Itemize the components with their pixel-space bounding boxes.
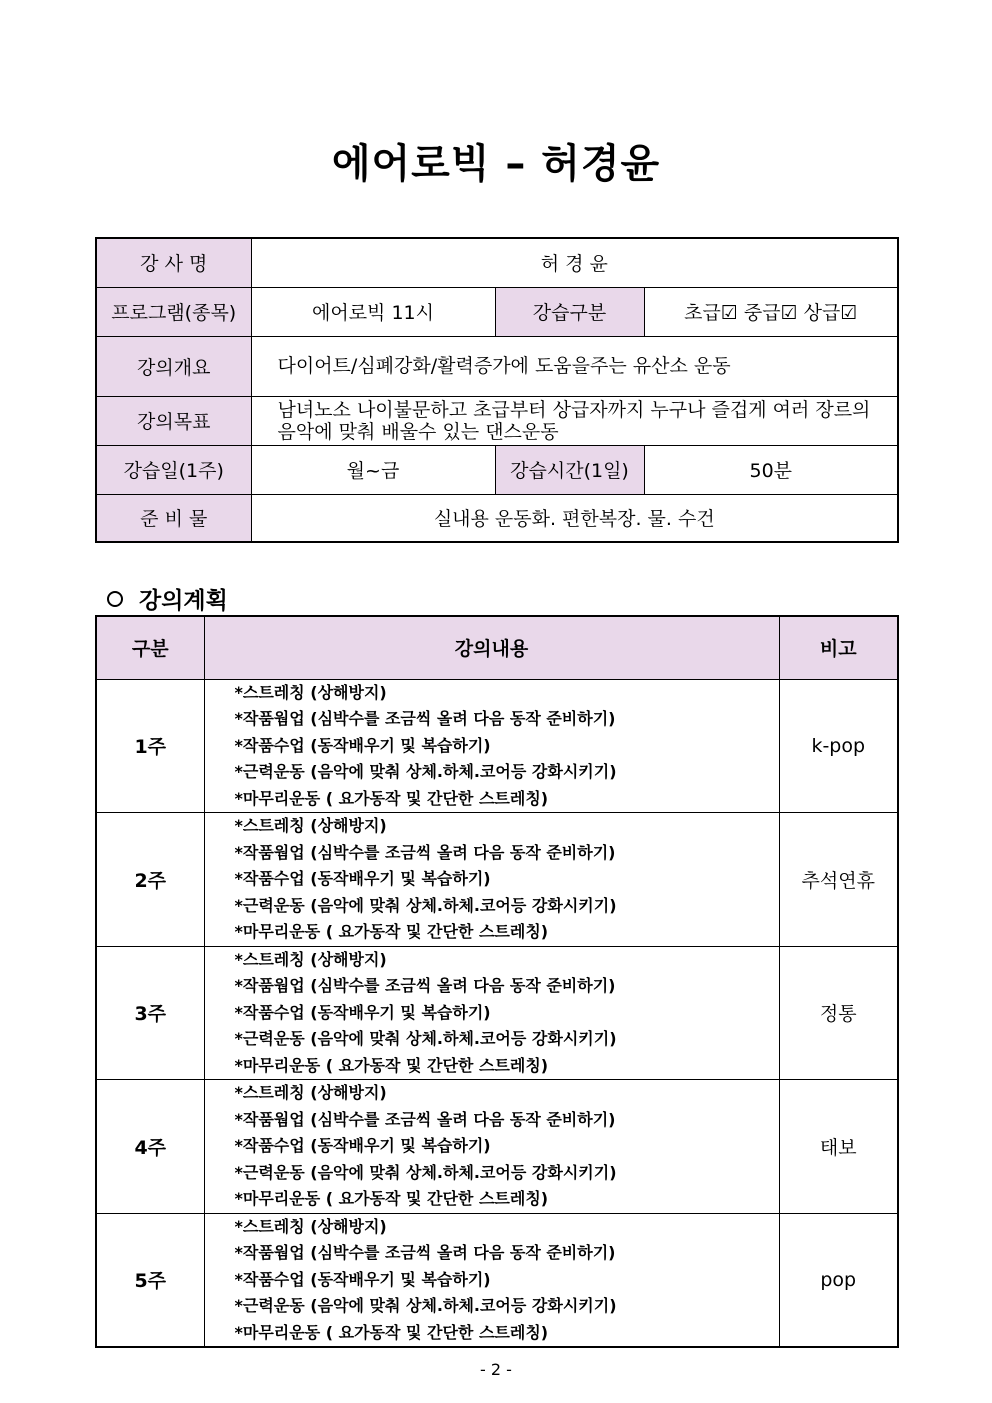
course-info-table [95,237,899,543]
plan-header-content: 강의내용 [204,616,779,679]
list-item: *근력운동 (음악에 맞춰 상체.하체.코어등 강화시키기) [234,895,617,915]
level-label: 강습구분 [495,287,644,336]
supplies-value: 실내용 운동화. 편한복장. 물. 수건 [251,494,898,542]
page-number: - 2 - [480,1360,512,1379]
list-item: *작품웜업 (심박수를 조금씩 올려 다음 동작 준비하기) [234,709,616,728]
list-item: *마무리운동 ( 요가동작 및 간단한 스트레칭) [234,1189,549,1208]
week-note: 추석연휴 [779,813,898,947]
instructor-value: 허 경 윤 [251,238,898,287]
list-item: *스트레칭 (상해방지) [234,949,387,969]
list-item: *작품웜업 (심박수를 조금씩 올려 다음 동작 준비하기) [234,1243,616,1262]
week-label: 1주 [96,679,204,813]
days-value: 월~금 [251,445,495,494]
program-value: 에어로빅 11시 [251,287,495,336]
page-title: 에어로빅 – 허경윤 [331,141,661,187]
list-item: *스트레칭 (상해방지) [234,816,387,835]
week-note: 태보 [779,1080,898,1214]
days-label: 강습일(1주) [96,445,251,494]
plan-header-note: 비고 [779,616,898,679]
list-item: *마무리운동 ( 요가동작 및 간단한 스트레칭) [234,1322,549,1342]
time-value: 50분 [644,445,898,494]
list-item: *근력운동 (음악에 맞춰 상체.하체.코어등 강화시키기) [234,762,617,781]
week-content [204,813,779,947]
week-label: 3주 [96,946,204,1080]
list-item: *근력운동 (음악에 맞춰 상체.하체.코어등 강화시키기) [234,1296,617,1315]
week-note: k-pop [779,679,898,813]
week-content [204,679,779,813]
list-item: *작품수업 (동작배우기 및 복습하기) [234,735,491,755]
list-item: *마무리운동 ( 요가동작 및 간단한 스트레칭) [234,1055,549,1075]
table-row [96,679,898,813]
program-label: 프로그램(종목) [96,287,251,336]
week-content [204,946,779,1080]
list-item: *스트레칭 (상해방지) [234,1083,387,1102]
list-item: *작품웜업 (심박수를 조금씩 올려 다음 동작 준비하기) [234,842,616,862]
time-label: 강습시간(1일) [495,445,644,494]
list-item: *작품수업 (동작배우기 및 복습하기) [234,1269,491,1289]
week-note: 정통 [779,946,898,1080]
week-content [204,1213,779,1347]
lecture-plan-table [95,615,899,1348]
list-item: *스트레칭 (상해방지) [234,682,387,702]
section-heading [107,582,228,615]
circle-bullet-icon [107,591,123,607]
table-row [96,946,898,1080]
goal-label: 강의목표 [96,396,251,445]
instructor-label: 강 사 명 [96,238,251,287]
week-label: 2주 [96,813,204,947]
table-row [96,1080,898,1214]
list-item: *마무리운동 ( 요가동작 및 간단한 스트레칭) [234,922,549,941]
list-item: *마무리운동 ( 요가동작 및 간단한 스트레칭) [234,788,549,808]
list-item: *근력운동 (음악에 맞춰 상체.하체.코어등 강화시키기) [234,1162,617,1182]
list-item: *작품수업 (동작배우기 및 복습하기) [234,1002,491,1022]
level-value: 초급☑ 중급☑ 상급☑ [644,287,898,336]
week-content [204,1080,779,1214]
list-item: *근력운동 (음악에 맞춰 상체.하체.코어등 강화시키기) [234,1029,617,1048]
list-item: *작품웜업 (심박수를 조금씩 올려 다음 동작 준비하기) [234,1109,616,1129]
table-row [96,1213,898,1347]
supplies-label: 준 비 물 [96,494,251,542]
list-item: *작품수업 (동작배우기 및 복습하기) [234,1136,491,1155]
section-heading-text: 강의계획 [139,588,228,614]
week-note: pop [779,1213,898,1347]
overview-label: 강의개요 [96,336,251,396]
goal-value: 남녀노소 나이불문하고 초급부터 상급자까지 누구나 즐겁게 여러 장르의 음악에 맞춰 배울수 있는 댄스운동 [251,396,898,445]
list-item: *작품웜업 (심박수를 조금씩 올려 다음 동작 준비하기) [234,976,616,995]
overview-value: 다이어트/심폐강화/활력증가에 도움을주는 유산소 운동 [251,336,898,396]
list-item: *스트레칭 (상해방지) [234,1216,387,1236]
list-item: *작품수업 (동작배우기 및 복습하기) [234,869,491,888]
week-label: 5주 [96,1213,204,1347]
week-label: 4주 [96,1080,204,1214]
plan-header-week: 구분 [96,616,204,679]
table-row [96,813,898,947]
